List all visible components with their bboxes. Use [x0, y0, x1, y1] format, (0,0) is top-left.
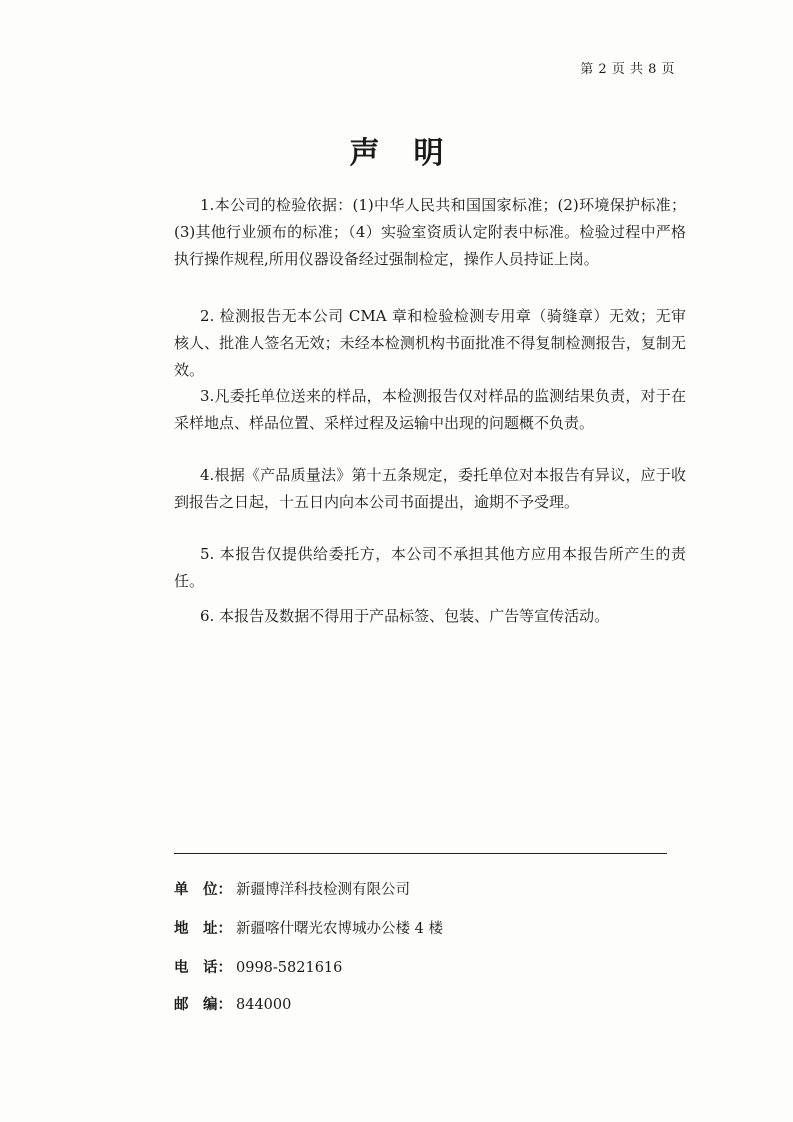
address-label: 地 址： — [174, 920, 232, 937]
clause-2: 2. 检测报告无本公司 CMA 章和检验检测专用章（骑缝章）无效；无审核人、批准人签名无效；未经本检测机构书面批准不得复制检测报告，复制无效。 — [174, 307, 686, 379]
clause-6: 6. 本报告及数据不得用于产品标签、包装、广告等宣传活动。 — [200, 607, 610, 625]
phone-label: 电 话： — [174, 959, 232, 976]
company-value: 新疆博洋科技检测有限公司 — [236, 882, 410, 898]
postcode-value: 844000 — [236, 997, 292, 1013]
postcode-label: 邮 编： — [174, 996, 232, 1013]
contact-address-row — [174, 917, 443, 938]
clause-5: 5. 本报告仅提供给委托方，本公司不承担其他方应用本报告所产生的责任。 — [174, 545, 686, 590]
clause-3: 3.凡委托单位送来的样品，本检测报告仅对样品的监测结果负责，对于在采样地点、样品位置、采样过程及运输中出现的问题概不负责。 — [174, 387, 686, 432]
page-number: 第 2 页 共 8 页 — [580, 62, 675, 77]
company-label: 单 位： — [174, 881, 232, 898]
phone-value: 0998-5821616 — [236, 960, 343, 976]
clause-1: 1.本公司的检验依据：(1)中华人民共和国国家标准；(2)环境保护标准；(3)其他行业颁布的标准；（4）实验室资质认定附表中标准。检验过程中严格执行操作规程,所用仪器设备经过强制检定，操作人员持证上岗。 — [174, 196, 686, 268]
contact-company-row — [174, 878, 410, 899]
contact-phone-row — [174, 956, 342, 977]
contact-postcode-row — [174, 993, 291, 1014]
address-value: 新疆喀什曙光农博城办公楼 4 楼 — [236, 921, 443, 937]
clause-4: 4.根据《产品质量法》第十五条规定，委托单位对本报告有异议，应于收到报告之日起，十五日内向本公司书面提出，逾期不予受理。 — [174, 466, 686, 511]
page-title: 声明 — [349, 136, 478, 171]
section-divider — [174, 853, 667, 854]
